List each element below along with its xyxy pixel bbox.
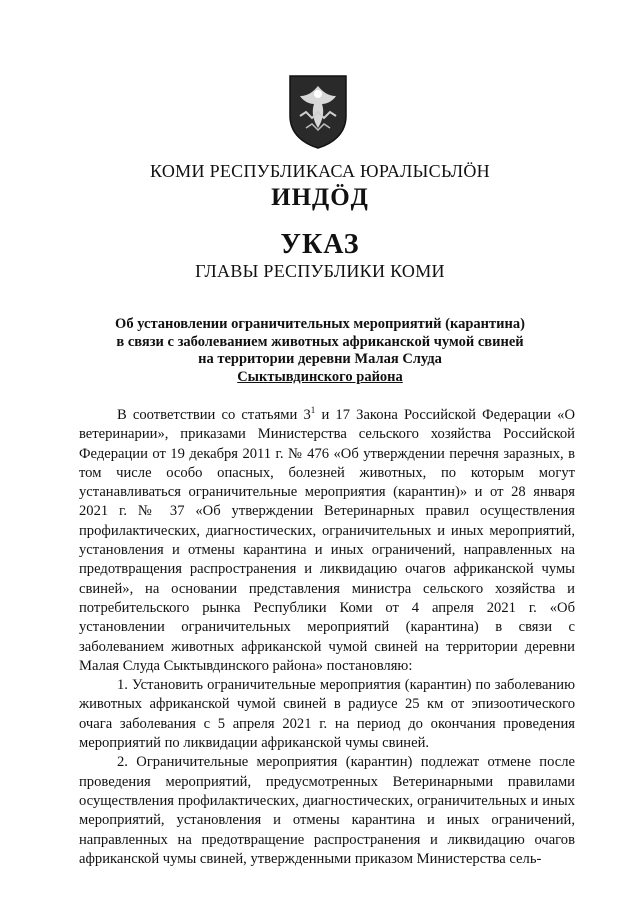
preamble-text-start: В соответствии со статьями 3 (117, 407, 311, 423)
doc-type-komi: ИНДӦД (271, 184, 369, 211)
paragraph-preamble (79, 406, 575, 676)
title-line-2: в связи с заболеванием животных африканской чумой свиней (116, 333, 524, 350)
org-name-komi: КОМИ РЕСПУБЛИКАСА ЮРАЛЫСЬЛӦН (150, 161, 490, 181)
article-superscript: 1 (310, 405, 316, 416)
komi-coat-of-arms-icon (286, 72, 350, 150)
document-body (79, 406, 575, 869)
paragraph-item-2: 2. Ограничительные мероприятия (карантин) подлежат отмене после проведения мероприятий, предусмотренных Ветеринарными правилами осуществления профилактических, диагностических, ограничительных и иных мероприятий, установления и отмены карантина и иных ограничений, направленных на предотвращение распространения и ликвидацию очагов африканской чумы свиней, утвержденными приказом Министерства сель- (79, 754, 575, 867)
org-name: ГЛАВЫ РЕСПУБЛИКИ КОМИ (195, 261, 445, 281)
document-title (100, 316, 540, 386)
title-line-1: Об установлении ограничительных мероприятий (карантина) (115, 316, 525, 332)
title-line-4: Сыктывдинского района (237, 368, 403, 385)
paragraph-item-1: 1. Установить ограничительные мероприятия (карантин) по заболеванию животных африканской чумой свиней в радиусе 25 км от эпизоотического очага заболевания с 5 апреля 2021 г. на период до окончания проведения мероприятий по ликвидации африканской чумы свиней. (79, 677, 575, 752)
doc-type: УКАЗ (280, 229, 360, 260)
title-line-3: на территории деревни Малая Слуда (198, 351, 442, 367)
preamble-text-rest: и 17 Закона Российской Федерации «О ветеринарии», приказами Министерства сельского хозяйства Российской Федерации от 19 декабря 2011 г. № 476 «Об утверждении перечня заразных, в том числе особо опасных, болезней животных, по которым могут устанавливаться ограничительные мероприятия (карантин)» и от 28 января 2021 г. № 37 «Об утверждении Ветеринарных правил осуществления профилактических, диагностических, ограничительных и иных мероприятий, установления и отмены карантина и иных ограничений, направленных на предотвращения распространения и ликвидацию очагов африканской чумы свиней», на основании представления министра сельского хозяйства и потребительского рынка Республики Коми от 4 апреля 2021 г. «Об установлении ограничительных мероприятий (карантина) в связи с заболеванием животных африканской чумой свиней на территории деревни Малая Слуда Сыктывдинского района» постановляю: (79, 407, 575, 674)
